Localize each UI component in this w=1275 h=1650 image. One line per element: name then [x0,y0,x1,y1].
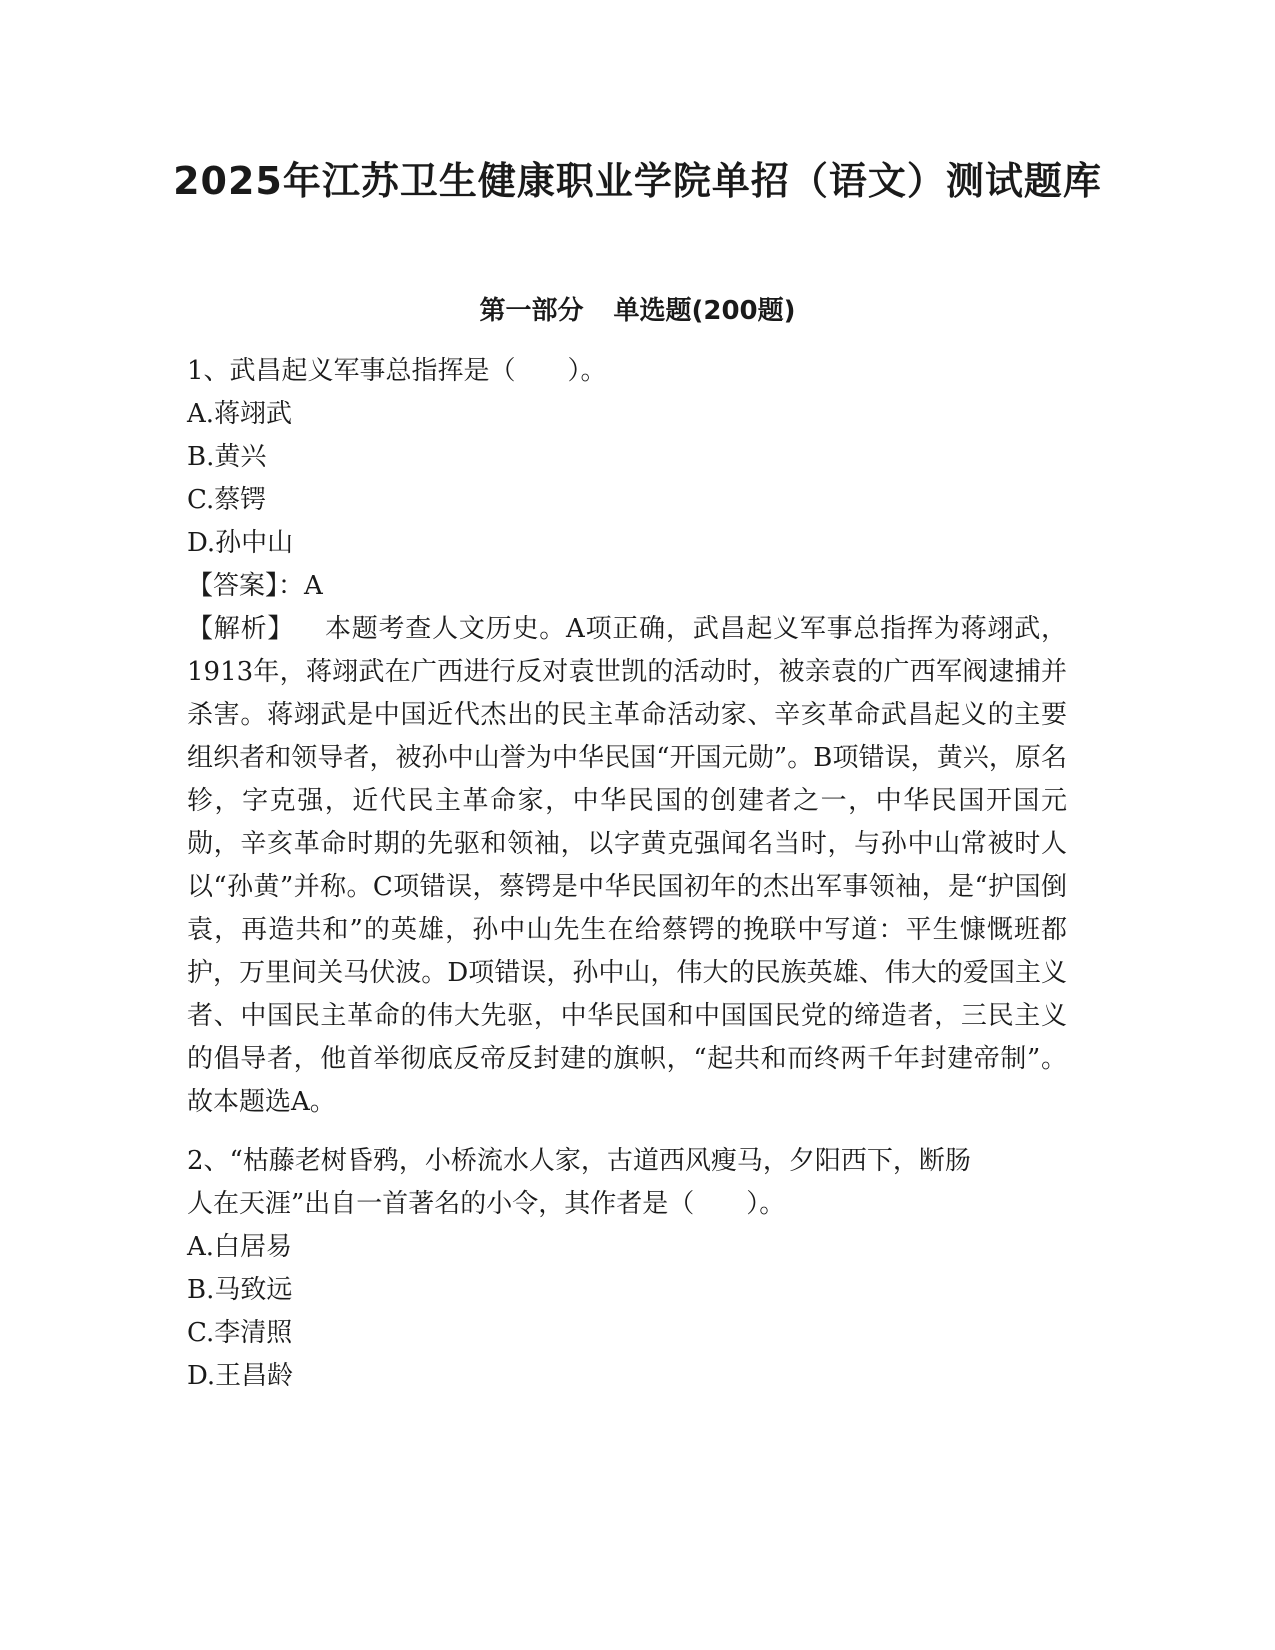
option-c: C.李清照 [187,1318,293,1348]
question-stem-line: 2、“枯藤老树昏鸦，小桥流水人家，古道西风瘦马，夕阳西下，断肠 [187,1146,971,1176]
section-title [0,290,1275,327]
section-part: 第一部分 [479,296,584,326]
section-name: 单选题(200题) [613,296,796,326]
explanation-label: 【解析】 [187,614,295,644]
question-list [187,350,1087,1398]
option-d: D.王昌龄 [187,1361,294,1391]
option-b: B.马致远 [187,1275,293,1305]
question-stem-line: 人在天涯”出自一首著名的小令，其作者是（ ）。 [187,1189,786,1219]
option-a: A.白居易 [187,1232,293,1262]
explanation-text: 本题考查人文历史。A项正确，武昌起义军事总指挥为蒋翊武，1913年，蒋翊武在广西进行反对袁世凯的活动时，被亲袁的广西军阀逮捕并杀害。蒋翊武是中国近代杰出的民主革命活动家、辛亥革命武昌起义的主要组织者和领导者，被孙中山誉为中华民国“开国元勋”。B项错误，黄兴，原名轸，字克强，近代民主革命家，中华民国的创建者之一，中华民国开国元勋，辛亥革命时期的先驱和领袖，以字黄克强闻名当时，与孙中山常被时人以“孙黄”并称。C项错误，蔡锷是中华民国初年的杰出军事领袖，是“护国倒袁，再造共和”的英雄，孙中山先生在给蔡锷的挽联中写道：平生慷慨班都护，万里间关马伏波。D项错误，孙中山，伟大的民族英雄、伟大的爱国主义者、中国民主革命的伟大先驱，中华民国和中国国民党的缔造者，三民主义的倡导者，他首举彻底反帝反封建的旗帜，“起共和而终两千年封建帝制”。故本题选A。 [187,614,1067,1117]
question-stem: 1、武昌起义军事总指挥是（ ）。 [187,356,607,386]
option-b: B.黄兴 [187,442,267,472]
question-2 [187,1140,1087,1398]
option-c: C.蔡锷 [187,485,267,515]
answer: 【答案】：A [187,571,323,601]
question-1 [187,350,1087,1124]
document-title: 2025年江苏卫生健康职业学院单招（语文）测试题库 [173,159,1102,203]
explanation [187,608,1067,1124]
option-a: A.蒋翊武 [187,399,293,429]
option-d: D.孙中山 [187,528,294,558]
